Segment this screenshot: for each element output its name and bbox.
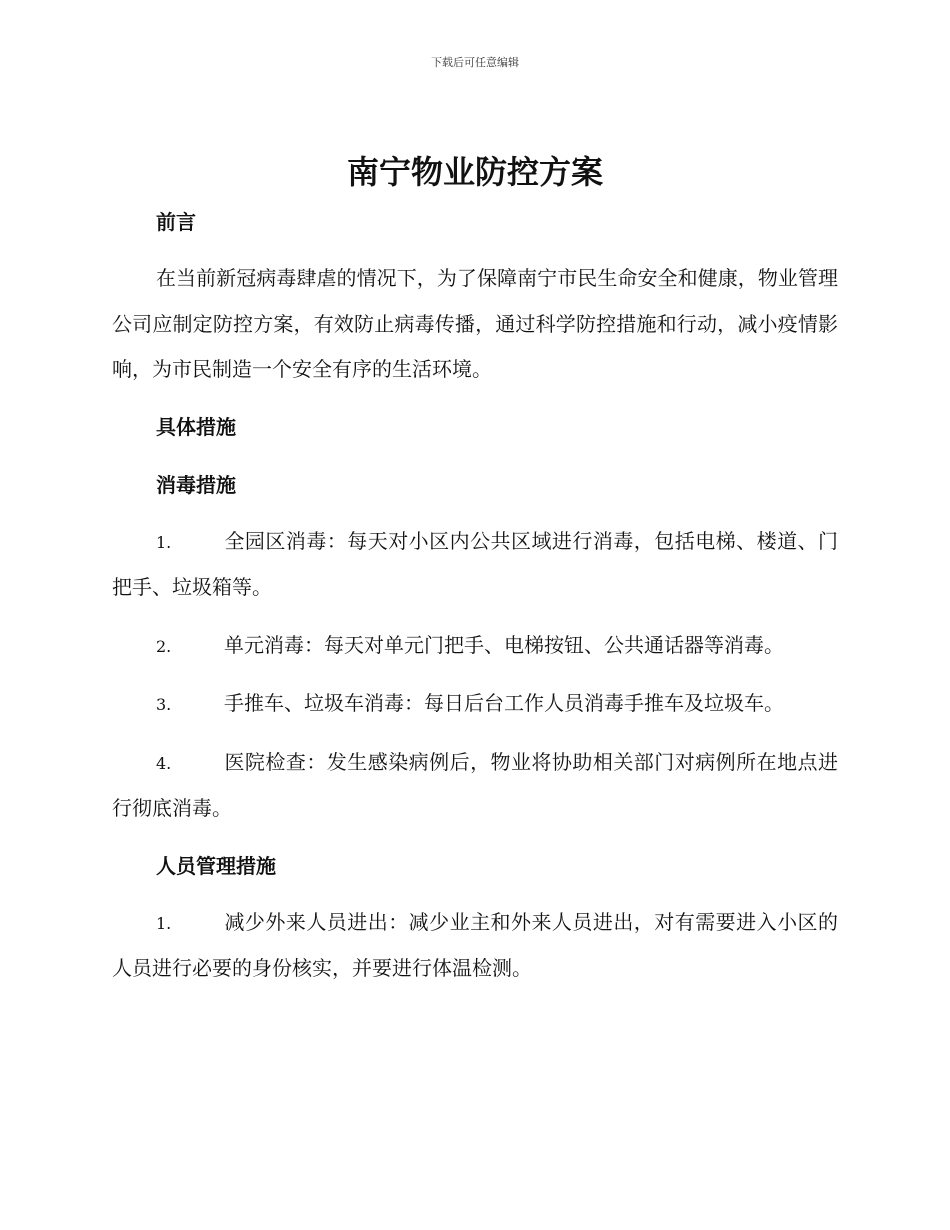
list-item-number: 4.	[156, 753, 172, 773]
list-item-text: 医院检查：发生感染病例后，物业将协助相关部门对病例所在地点进行彻底消毒。	[112, 749, 838, 820]
list-item	[112, 623, 838, 670]
list-item-number: 2.	[156, 636, 172, 656]
list-item-text: 全园区消毒：每天对小区内公共区域进行消毒，包括电梯、楼道、门把手、垃圾箱等。	[112, 528, 838, 599]
document-title: 南宁物业防控方案	[346, 153, 603, 191]
list-item-text: 单元消毒：每天对单元门把手、电梯按钮、公共通话器等消毒。	[224, 632, 784, 657]
preface-paragraph: 在当前新冠病毒肆虐的情况下，为了保障南宁市民生命安全和健康，物业管理公司应制定防控方案，有效防止病毒传播，通过科学防控措施和行动，减小疫情影响，为市民制造一个安全有序的生活环境。	[112, 266, 838, 381]
list-item	[112, 740, 838, 832]
list-item	[112, 519, 838, 611]
section-heading-measures: 具体措施	[156, 414, 236, 439]
section-heading-personnel: 人员管理措施	[156, 853, 276, 878]
list-item	[112, 900, 838, 992]
list-item-number: 3.	[156, 695, 172, 714]
list-item-text: 减少外来人员进出：减少业主和外来人员进出，对有需要进入小区的人员进行必要的身份核实，并要进行体温检测。	[112, 909, 838, 980]
section-heading-preface: 前言	[156, 210, 196, 234]
list-item	[112, 681, 838, 728]
list-item-text: 手推车、垃圾车消毒：每日后台工作人员消毒手推车及垃圾车。	[224, 691, 784, 715]
document-body	[112, 200, 838, 992]
section-heading-disinfection: 消毒措施	[156, 472, 236, 497]
list-item-number: 1.	[156, 532, 172, 552]
list-item-number: 1.	[156, 913, 172, 933]
page-header-note: 下载后可任意编辑	[431, 56, 519, 69]
